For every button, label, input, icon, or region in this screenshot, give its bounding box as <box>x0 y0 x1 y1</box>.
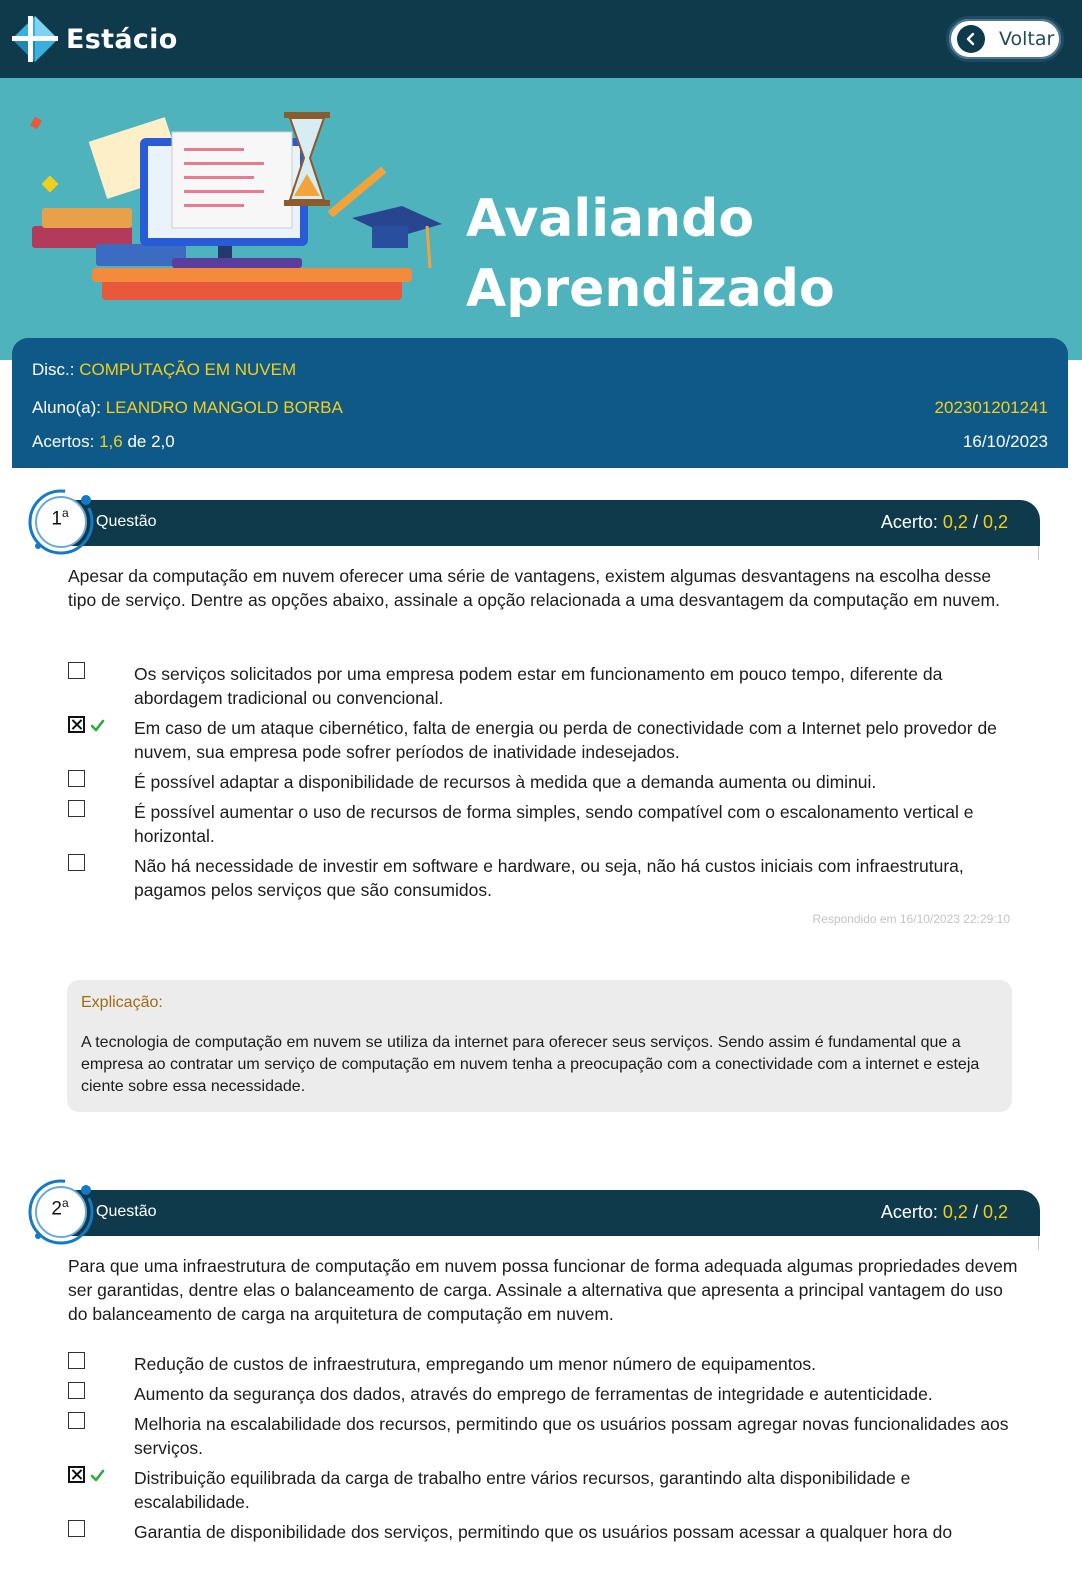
question-1-text: Apesar da computação em nuvem oferecer uma série de vantagens, existem algumas desvantagens na escolha desse tipo de serviço. Dentre as opções abaixo, assinale a opção relacionada a uma desvantagem da computação em nuvem. <box>68 566 1000 610</box>
divider <box>1038 546 1039 560</box>
option-text: Aumento da segurança dos dados, através do emprego de ferramentas de integridade e autenticidade. <box>134 1384 933 1404</box>
score-separator: / <box>972 512 978 532</box>
score-label: Acerto: <box>880 512 938 532</box>
checkbox[interactable] <box>68 1412 85 1429</box>
option-text: Distribuição equilibrada da carga de trabalho entre vários recursos, garantindo alta disponibilidade e escalabilidade. <box>134 1468 911 1512</box>
question-2-option-a[interactable] <box>68 1352 1018 1376</box>
score-max: 0,2 <box>982 512 1008 532</box>
back-button-label: Voltar <box>999 28 1055 50</box>
checkbox[interactable] <box>68 1520 85 1537</box>
checkbox-checked[interactable] <box>68 1466 85 1483</box>
brand-logo[interactable] <box>10 14 178 64</box>
question-1-score <box>881 512 1008 533</box>
question-1-option-a[interactable] <box>68 662 1018 710</box>
question-2-header <box>62 1190 1040 1236</box>
explanation-box <box>67 980 1012 1112</box>
back-button[interactable] <box>946 16 1064 62</box>
score-total: de 2,0 <box>127 432 175 451</box>
question-2-score <box>881 1202 1008 1223</box>
option-text: É possível aumentar o uso de recursos de forma simples, sendo compatível com o escalonamento vertical e horizontal. <box>134 802 974 846</box>
option-text: Garantia de disponibilidade dos serviços, permitindo que os usuários possam acessar a qualquer hora do <box>134 1522 953 1542</box>
student-label: Aluno(a): <box>32 398 101 417</box>
score-field <box>32 432 175 452</box>
discipline-label: Disc.: <box>32 360 75 379</box>
option-text: Em caso de um ataque cibernético, falta de energia ou perda de conectividade com a Internet pelo provedor de nuvem, sua empresa pode sofrer períodos de inatividade indesejados. <box>134 718 997 762</box>
student-name: LEANDRO MANGOLD BORBA <box>105 398 343 417</box>
student-field <box>32 398 343 418</box>
checkbox[interactable] <box>68 1382 85 1399</box>
question-1-badge <box>26 486 96 556</box>
score-separator: / <box>972 1202 978 1222</box>
student-row <box>32 398 1048 418</box>
question-2-label: Questão <box>96 1203 157 1220</box>
divider <box>1038 1236 1039 1250</box>
exam-info-card <box>12 338 1068 468</box>
correct-check-icon <box>90 718 105 733</box>
checkbox[interactable] <box>68 1352 85 1369</box>
hero-banner <box>0 78 1082 360</box>
discipline-row <box>32 360 1048 380</box>
option-text: Os serviços solicitados por uma empresa podem estar em funcionamento em pouco tempo, diferente da abordagem tradicional ou convencional. <box>134 664 943 708</box>
question-1-option-b[interactable] <box>68 716 1018 764</box>
question-2-text: Para que uma infraestrutura de computação em nuvem possa funcionar de forma adequada algumas propriedades devem ser garantidas, dentre elas o balanceamento de carga. Assinale a alternativa que apresenta a principal vantagem do uso do balanceamento de carga na arquitetura de computação em nuvem. <box>68 1256 1018 1324</box>
correct-check-icon <box>90 1468 105 1483</box>
chevron-left-icon <box>957 25 985 53</box>
checkbox[interactable] <box>68 770 85 787</box>
explanation-text: A tecnologia de computação em nuvem se utiliza da internet para oferecer seus serviços. Sendo assim é fundamental que a empresa ao contratar um serviço de computação em nuvem tenha a preocupação com a conectividade com a internet e esteja ciente sobre essa necessidade. <box>81 1034 980 1095</box>
option-text: Não há necessidade de investir em software e hardware, ou seja, não há custos iniciais com infraestrutura, pagamos pelos serviços que são consumidos. <box>134 856 964 900</box>
score-value: 0,2 <box>942 512 968 532</box>
page-title: Avaliando Aprendizado <box>466 189 835 319</box>
question-2-option-d[interactable] <box>68 1466 1018 1514</box>
question-1-number: 1$^a$ <box>51 506 69 530</box>
question-2-badge <box>26 1176 96 1246</box>
study-illustration <box>22 108 452 308</box>
option-text: É possível adaptar a disponibilidade de recursos à medida que a demanda aumenta ou diminui. <box>134 772 877 792</box>
question-2-option-b[interactable] <box>68 1382 1018 1406</box>
checkbox[interactable] <box>68 800 85 817</box>
question-1-header <box>62 500 1040 546</box>
answered-timestamp: Respondido em 16/10/2023 22:29:10 <box>812 912 1010 926</box>
score-label: Acertos: <box>32 432 95 451</box>
score-max: 0,2 <box>982 1202 1008 1222</box>
exam-date: 16/10/2023 <box>962 432 1048 451</box>
option-text: Redução de custos de infraestrutura, empregando um menor número de equipamentos. <box>134 1354 816 1374</box>
score-value: 1,6 <box>99 432 123 451</box>
checkbox[interactable] <box>68 854 85 871</box>
explanation-title: Explicação: <box>81 994 163 1011</box>
score-value: 0,2 <box>942 1202 968 1222</box>
estacio-logo-icon <box>10 14 60 64</box>
question-1-label: Questão <box>96 513 157 530</box>
option-text: Melhoria na escalabilidade dos recursos, permitindo que os usuários possam agregar novas funcionalidades aos serviços. <box>134 1414 1009 1458</box>
score-label: Acerto: <box>880 1202 938 1222</box>
checkbox[interactable] <box>68 662 85 679</box>
discipline-field <box>32 360 296 380</box>
score-row <box>32 432 1048 452</box>
question-2-option-e[interactable] <box>68 1520 1018 1544</box>
question-2-option-c[interactable] <box>68 1412 1018 1460</box>
checkbox-checked[interactable] <box>68 716 85 733</box>
question-1-option-c[interactable] <box>68 770 1018 794</box>
question-1-option-d[interactable] <box>68 800 1018 848</box>
student-id: 202301201241 <box>934 398 1048 417</box>
discipline-value: COMPUTAÇÃO EM NUVEM <box>79 360 297 379</box>
question-2-number: 2$^a$ <box>51 1196 69 1220</box>
top-bar <box>0 0 1082 78</box>
question-1-option-e[interactable] <box>68 854 1018 902</box>
brand-name: Estácio <box>66 23 178 55</box>
